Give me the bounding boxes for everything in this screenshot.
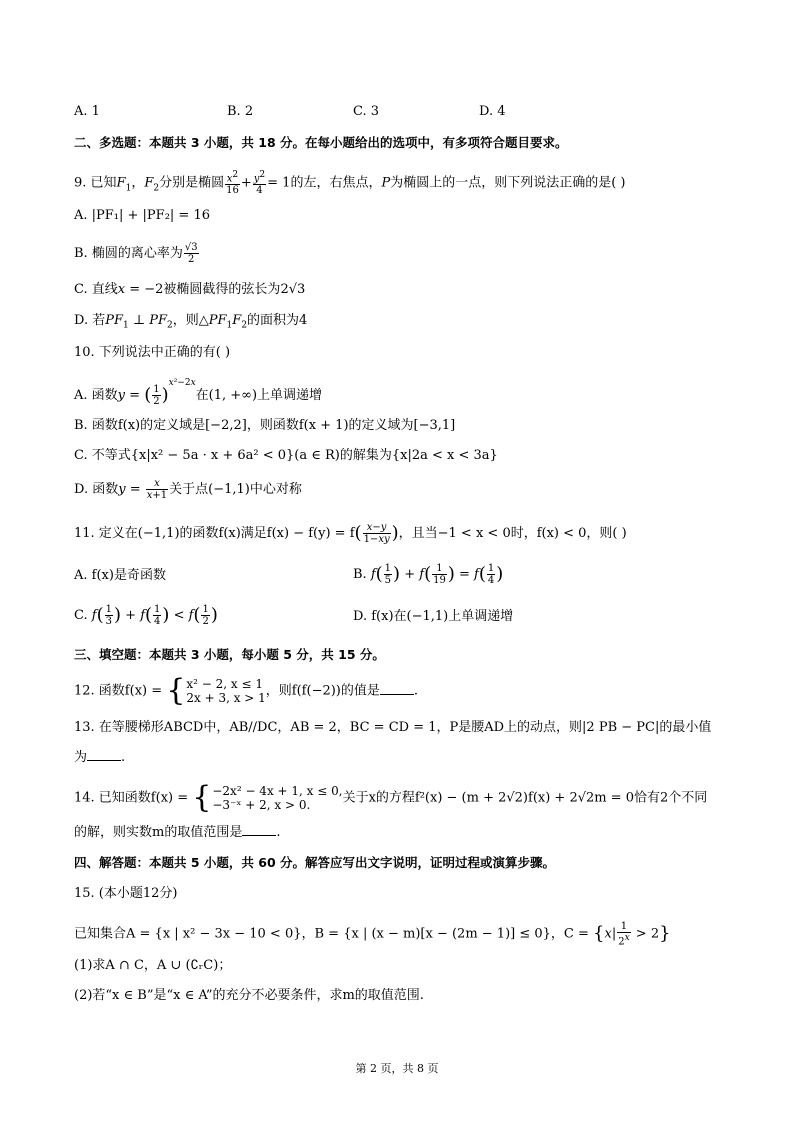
q10-stem: 10. 下列说法中正确的有( )	[74, 345, 231, 360]
q11-option-b: B. f( $\frac{1}{5}$ ) + f( $\frac{1}{19}$ ) = f( $\frac{1}{4}$ )	[353, 563, 504, 586]
section-4-heading: 四、解答题：本题共 5 小题，共 60 分。解答应写出文字说明，证明过程或演算步骤。	[74, 855, 556, 870]
q13-line-1: 13. 在等腰梯形ABCD中，AB//DC，AB = 2，BC = CD = 1，P是腰AD上的动点，则|2 PB − PC|的最小值	[74, 720, 712, 735]
section-3-heading: 三、填空题：本题共 3 小题，每小题 5 分，共 15 分。	[74, 647, 385, 662]
q8-option-a: A. 1	[74, 104, 100, 119]
q8-option-c: C. 3	[353, 104, 380, 119]
q15-part-2: (2)若“x ∈ B”是“x ∈ A”的充分不必要条件，求m的取值范围.	[74, 988, 424, 1003]
q10-option-a: A. 函数y = ( $\frac{1}{2}$ )$^{x^2-2x}$在(1, +∞)上单调递增	[74, 378, 323, 407]
section-2-heading: 二、多选题：本题共 3 小题，共 18 分。在每小题给出的选项中，有多项符合题目要求。	[74, 135, 568, 150]
q11-option-d: D. f(x)在(−1,1)上单调递增	[353, 609, 514, 624]
q13-answer-blank[interactable]	[87, 748, 121, 761]
q11-option-a: A. f(x)是奇函数	[74, 568, 166, 583]
q15-heading: 15. (本小题12分)	[74, 886, 178, 901]
q10-option-c: C. 不等式{x|x² − 5a · x + 6a² < 0}(a ∈ R)的解集为{x|2a < x < 3a}	[74, 448, 498, 463]
q9-option-b: B. 椭圆的离心率为 $\frac{√3}{2}$	[74, 242, 198, 265]
q9-stem: 9. 已知$F_1$，$F_2$分别是椭圆 $\frac{x^2}{16}$ + $\frac{y^2}{4}$ = 1的左，右焦点，P为椭圆上的一点，则下列说法正确的是( )	[74, 170, 626, 197]
q12-stem: 12. 函数f(x) = { x² − 2, x ≤ 1 2x + 3, x > 1 ，则f(f(−2))的值是 .	[74, 673, 419, 708]
q8-option-b: B. 2	[227, 104, 254, 119]
page-footer: 第 2 页，共 8 页	[355, 1062, 439, 1075]
q13-line-2: 为 .	[74, 750, 126, 765]
q9-option-c: C. 直线x = −2被椭圆截得的弦长为2√3	[74, 282, 306, 297]
q14-stem: 14. 已知函数f(x) = { −2x² − 4x + 1, x ≤ 0, −3⁻ˣ + 2, x > 0. 关于x的方程f²(x) − (m + 2√2)f(x) + 2√2m = 0恰有2个不同	[74, 780, 708, 815]
q9-option-a: A. |PF₁| + |PF₂| = 16	[74, 208, 210, 223]
q11-stem: 11. 定义在(−1,1)的函数f(x)满足f(x) − f(y) = f( $\frac{x-y}{1-xy}$ )，且当−1 < x < 0时，f(x) < 0，则( )	[74, 522, 627, 545]
q14-line-2: 的解，则实数m的取值范围是 .	[74, 825, 281, 840]
q14-answer-blank[interactable]	[242, 823, 276, 836]
q10-option-d: D. 函数y = $\frac{x}{x+1}$ 关于点(−1,1)中心对称	[74, 478, 302, 501]
q10-option-b: B. 函数f(x)的定义域是[−2,2]，则函数f(x + 1)的定义域为[−3,1]	[74, 418, 456, 433]
q12-answer-blank[interactable]	[380, 682, 414, 695]
q9-option-d: D. 若$PF_1$ ⊥ $PF_2$，则$\triangle PF_1F_2$的面积为4	[74, 313, 308, 331]
q15-part-1: (1)求A ∩ C，A ∪ (∁ᵣC)；	[74, 958, 232, 973]
q11-option-c: C. f( $\frac{1}{3}$ ) + f( $\frac{1}{4}$ ) < f( $\frac{1}{2}$ )	[74, 604, 218, 627]
q8-option-d: D. 4	[479, 104, 506, 119]
q15-given: 已知集合A = {x | x² − 3x − 10 < 0}，B = {x | (x − m)[x − (2m − 1)] ≤ 0}，C = {x| $\frac{1}{2^x}$ > 2}	[74, 921, 671, 948]
